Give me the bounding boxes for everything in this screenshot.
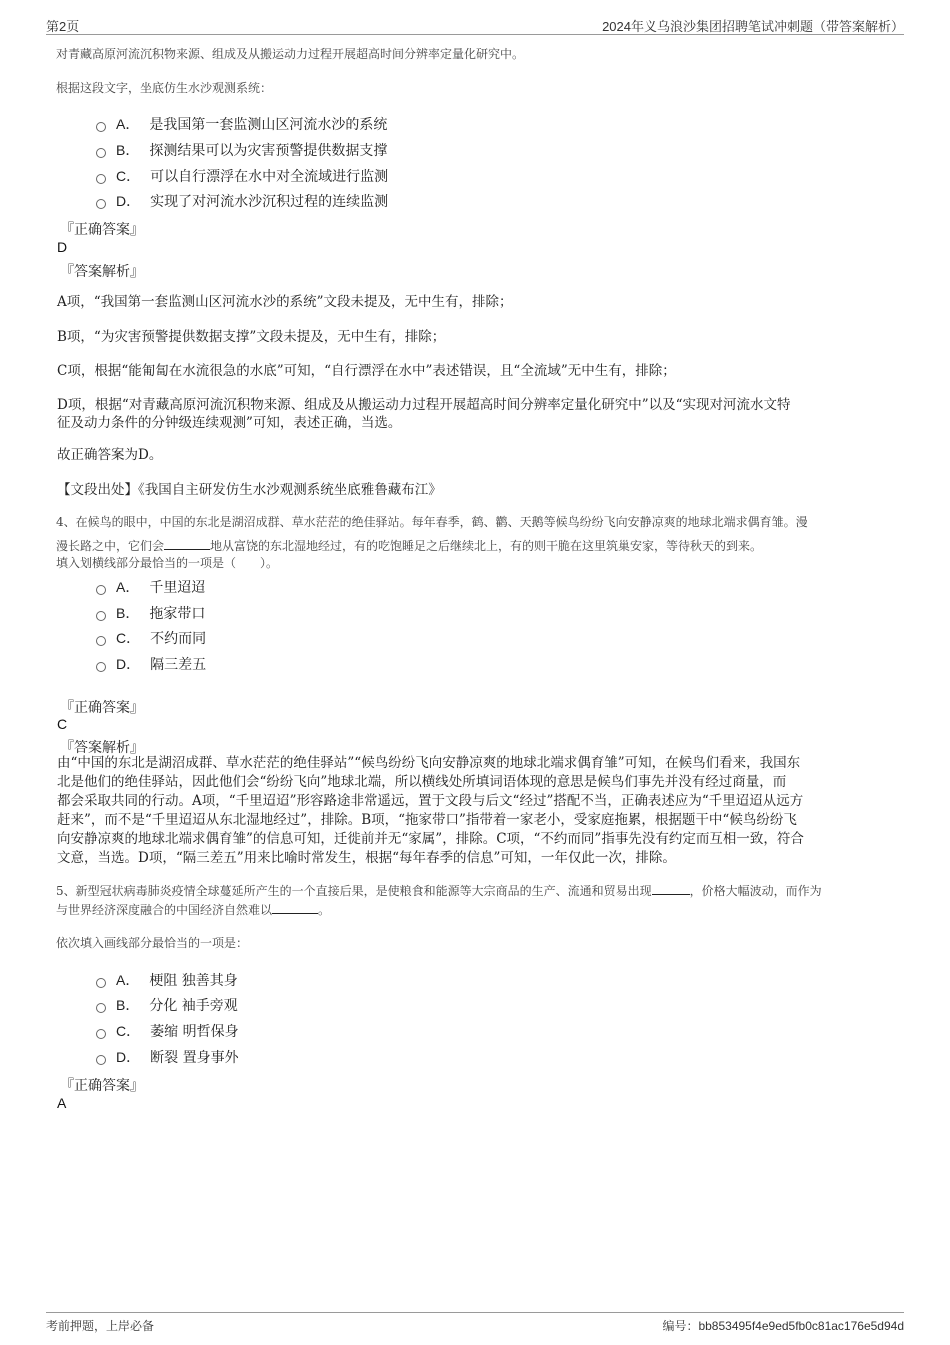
footer-serial: 编号：bb853495f4e9ed5fb0c81ac176e5d94d <box>662 1319 904 1333</box>
q3-analysis-b: B项，“为灾害预警提供数据支撑”文段未提及，无中生有，排除； <box>57 329 446 345</box>
q4-analysis-label: 『答案解析』 <box>60 740 144 756</box>
q3-option-b[interactable]: B． 探测结果可以为灾害预警提供数据支撑 <box>96 139 387 161</box>
footer-slogan: 考前押题，上岸必备 <box>46 1319 155 1333</box>
q4-option-c[interactable]: C． 不约而同 <box>96 627 206 649</box>
q3-analysis-a: A项，“我国第一套监测山区河流水沙的系统”文段未提及，无中生有，排除； <box>57 294 513 310</box>
q5-answer: A <box>57 1095 67 1111</box>
q5-option-d[interactable]: D． 断裂 置身事外 <box>96 1046 239 1068</box>
q5-answer-label: 『正确答案』 <box>60 1078 144 1094</box>
blank-line <box>272 901 318 914</box>
q4-answer-label: 『正确答案』 <box>60 700 144 716</box>
q3-option-c[interactable]: C． 可以自行漂浮在水中对全流域进行监测 <box>96 165 388 187</box>
q3-answer-label: 『正确答案』 <box>60 222 144 238</box>
q5-option-a[interactable]: A． 梗阻 独善其身 <box>96 969 238 991</box>
radio-icon[interactable] <box>96 978 106 988</box>
radio-icon[interactable] <box>96 148 106 158</box>
document-title: 2024年义乌浪沙集团招聘笔试冲刺题（带答案解析） <box>602 19 904 34</box>
page-footer <box>46 1312 904 1337</box>
q5-stem-line-2: 与世界经济深度融合的中国经济自然难以 。 <box>56 903 331 917</box>
q4-stem-line-2: 漫长路之中，它们会 地从富饶的东北湿地经过，有的吃饱睡足之后继续北上，有的则干脆在这里筑巢安家，等待秋天的到来。 <box>56 539 763 553</box>
radio-icon[interactable] <box>96 174 106 184</box>
radio-icon[interactable] <box>96 1003 106 1013</box>
radio-icon[interactable] <box>96 585 106 595</box>
q4-option-d[interactable]: D． 隔三差五 <box>96 653 206 675</box>
radio-icon[interactable] <box>96 122 106 132</box>
page-number: 第2页 <box>46 19 80 34</box>
radio-icon[interactable] <box>96 611 106 621</box>
q3-analysis-label: 『答案解析』 <box>60 264 144 280</box>
q4-analysis: 由“中国的东北是湖沼成群、草水茫茫的绝佳驿站”“候鸟纷纷飞向安静凉爽的地球北端求偶育雏”可知，在候鸟们看来，我国东 北是他们的绝佳驿站，因此他们会“纷纷飞向”地球北端，所以横线处所填词语体现的意思是候鸟们事先并没有经过商量，而 都会采取共同的行动。A项，“千里迢迢”形容路途非常遥远，置于文段与后文“经过”搭配不当，正确表述应为“千里迢迢从远方 赶来”，而不是“千里迢迢从东北湿地经过”，排除。B项，“拖家带口”指带着一家老小，受家庭拖累，根据题干中“候鸟纷纷飞 向安静凉爽的地球北端求偶育雏”的信息可知，迁徙前并无“家属”，排除。C项，“不约而同”指事先没有约定而互相一致，符合 文意，当选。D项，“隔三差五”用来比喻时常发生，根据“每年春季的信息”可知，一年仅此一次，排除。 <box>57 755 804 866</box>
q3-option-d[interactable]: D． 实现了对河流水沙沉积过程的连续监测 <box>96 190 388 212</box>
q3-prompt: 根据这段文字，坐底仿生水沙观测系统： <box>56 81 273 95</box>
q4-option-b[interactable]: B． 拖家带口 <box>96 602 205 624</box>
radio-icon[interactable] <box>96 1029 106 1039</box>
q3-analysis-d2: 征及动力条件的分钟级连续观测”可知，表述正确，当选。 <box>57 415 402 431</box>
blank-line <box>164 537 210 550</box>
q3-analysis-d1: D项，根据“对青藏高原河流沉积物来源、组成及从搬运动力过程开展超高时间分辨率定量化研究中”以及“实现对河流水文特 <box>57 397 791 413</box>
q5-stem-line-1: 5、新型冠状病毒肺炎疫情全球蔓延所产生的一个直接后果，是使粮食和能源等大宗商品的生产、流通和贸易出现 ，价格大幅波动，而作为 <box>56 884 822 898</box>
q5-option-c[interactable]: C． 萎缩 明哲保身 <box>96 1020 239 1042</box>
radio-icon[interactable] <box>96 636 106 646</box>
q3-analysis-c: C项，根据“能匍匐在水流很急的水底”可知，“自行漂浮在水中”表述错误，且“全流域”无中生有，排除； <box>57 363 676 379</box>
radio-icon[interactable] <box>96 199 106 209</box>
q4-option-a[interactable]: A． 千里迢迢 <box>96 576 205 598</box>
q3-conclusion: 故正确答案为D。 <box>57 447 163 463</box>
q4-stem-line-1: 4、在候鸟的眼中，中国的东北是湖沼成群、草水茫茫的绝佳驿站。每年春季，鹤、鹳、天鹅等候鸟纷纷飞向安静凉爽的地球北端求偶育雏。漫 <box>56 515 808 529</box>
page-header <box>46 14 904 35</box>
q4-prompt: 填入划横线部分最恰当的一项是（ ）。 <box>56 556 279 570</box>
q3-answer: D <box>57 239 68 255</box>
q3-option-a[interactable]: A． 是我国第一套监测山区河流水沙的系统 <box>96 113 387 135</box>
q3-passage-tail: 对青藏高原河流沉积物来源、组成及从搬运动力过程开展超高时间分辨率定量化研究中。 <box>56 47 525 61</box>
q5-prompt: 依次填入画线部分最恰当的一项是： <box>56 936 249 950</box>
blank-line <box>652 882 690 895</box>
q5-option-b[interactable]: B． 分化 袖手旁观 <box>96 994 238 1016</box>
radio-icon[interactable] <box>96 1055 106 1065</box>
q3-source: 【文段出处】《我国自主研发仿生水沙观测系统坐底雅鲁藏布江》 <box>57 482 442 498</box>
radio-icon[interactable] <box>96 662 106 672</box>
q4-answer: C <box>57 716 68 732</box>
